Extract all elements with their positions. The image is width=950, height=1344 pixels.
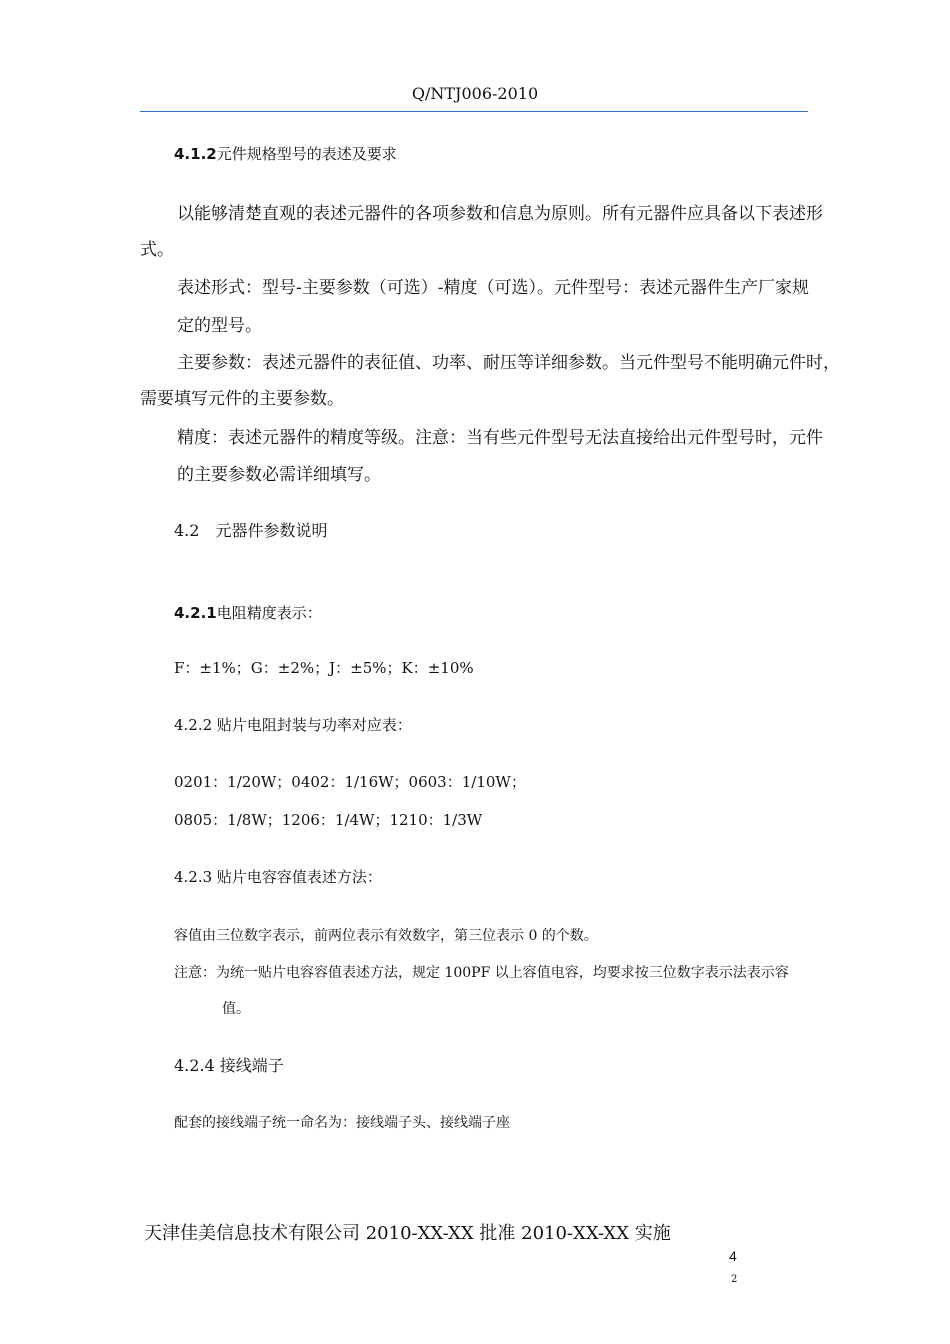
paragraph-precision-line2: 的主要参数必需详细填写。 bbox=[177, 465, 381, 485]
paragraph-form-line1: 表述形式：型号-主要参数（可选）-精度（可选）。元件型号：表述元器件生产厂家规 bbox=[177, 278, 809, 298]
resistor-precision-codes: F：±1%；G：±2%；J：±5%；K：±10% bbox=[174, 659, 474, 677]
capacitor-note-line1: 注意：为统一贴片电容容值表述方法，规定 100PF 以上容值电容，均要求按三位数字表示法表示容 bbox=[174, 965, 789, 981]
section-number: 4.1.2 bbox=[174, 145, 217, 163]
paragraph-main-params-line1: 主要参数：表述元器件的表征值、功率、耐压等详细参数。当元件型号不能明确元件时， bbox=[177, 353, 840, 373]
terminal-naming-text: 配套的接线端子统一命名为：接线端子头、接线端子座 bbox=[174, 1115, 510, 1131]
section-4-2-4-heading: 4.2.4 接线端子 bbox=[174, 1056, 284, 1075]
section-4-2-heading: 4.2 元器件参数说明 bbox=[174, 521, 328, 540]
footer-approval-text: 天津佳美信息技术有限公司 2010-XX-XX 批准 2010-XX-XX 实施 bbox=[144, 1223, 671, 1244]
section-4-2-1-heading bbox=[174, 602, 322, 623]
package-power-row-1: 0201：1/20W；0402：1/16W；0603：1/10W； bbox=[174, 773, 526, 791]
section-4-2-2-heading: 4.2.2 贴片电阻封装与功率对应表： bbox=[174, 716, 412, 734]
package-power-row-2: 0805：1/8W；1206：1/4W；1210：1/3W bbox=[174, 811, 483, 829]
paragraph-intro-line1: 以能够清楚直观的表述元器件的各项参数和信息为原则。所有元器件应具备以下表述形 bbox=[177, 204, 823, 224]
paragraph-intro-line2: 式。 bbox=[140, 240, 174, 260]
header-doc-code: Q/NTJ006-2010 bbox=[411, 84, 539, 103]
page-number: 4 bbox=[729, 1248, 737, 1264]
section-title: 元件规格型号的表述及要求 bbox=[216, 145, 397, 163]
paragraph-main-params-line2: 需要填写元件的主要参数。 bbox=[140, 389, 344, 409]
section-title: 电阻精度表示： bbox=[216, 604, 322, 622]
page-sub-number: 2 bbox=[731, 1274, 738, 1285]
section-4-2-3-heading: 4.2.3 贴片电容容值表述方法： bbox=[174, 868, 382, 886]
section-4-1-2-heading bbox=[174, 143, 397, 164]
capacitor-note-line2: 值。 bbox=[222, 1001, 250, 1017]
section-number: 4.2.1 bbox=[174, 604, 217, 622]
capacitor-value-rule: 容值由三位数字表示，前两位表示有效数字，第三位表示 0 的个数。 bbox=[174, 928, 598, 944]
paragraph-precision-line1: 精度：表述元器件的精度等级。注意：当有些元件型号无法直接给出元件型号时，元件 bbox=[177, 428, 823, 448]
paragraph-form-line2: 定的型号。 bbox=[177, 316, 262, 336]
header-rule bbox=[140, 111, 808, 112]
